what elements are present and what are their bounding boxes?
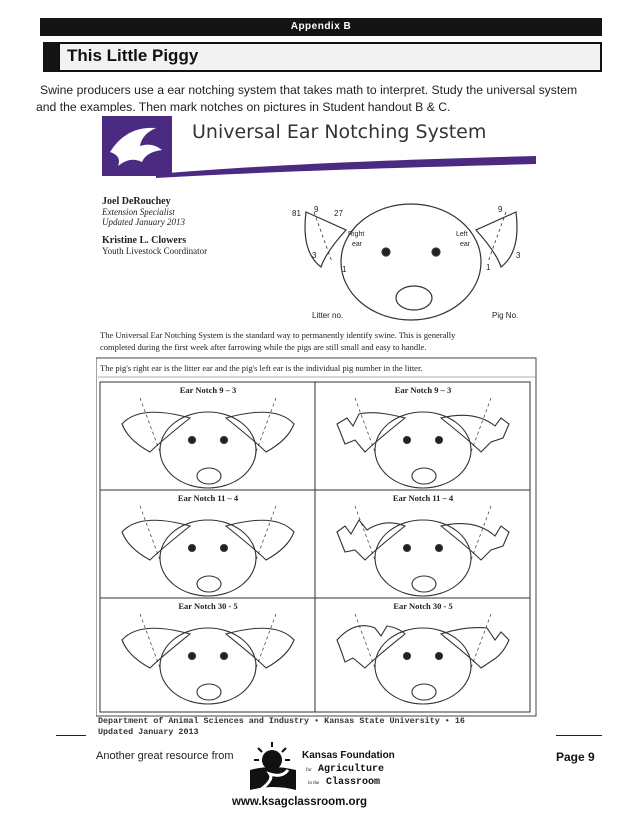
pig-panel [122,385,294,488]
pig-no-label: Pig No. [492,311,519,320]
appendix-banner: Appendix B [40,18,602,36]
figure-note: The pig's right ear is the litter ear and the pig's left ear is the individual pig number in the litter. [100,363,423,373]
diag-81: 81 [292,209,301,218]
ear-notching-figure [96,112,546,740]
diag-1b: 1 [486,263,491,272]
diag-9a: 9 [314,205,319,214]
intro-paragraph [36,82,606,116]
right-ear-label-1: Right [348,231,365,238]
pig-panel [337,385,509,488]
pig-panel [337,493,509,596]
logo-in-the: in the [308,781,320,786]
panel-label: Ear Notch 11 – 4 [177,493,239,503]
intro-line-1: Swine producers use a ear notching system that takes math to interpret. Study the universal system [40,83,578,97]
page-title: This Little Piggy [67,46,199,65]
author-1-updated: Updated January 2013 [102,217,185,227]
ksag-logo [244,740,444,796]
diag-3a: 3 [312,251,317,260]
footer-resource-text: Another great resource from [96,750,234,762]
diag-9b: 9 [498,205,503,214]
credit-line-2: Updated January 2013 [98,727,199,737]
figure-para-2: completed during the first week after farrowing while the pigs are still small and easy to handle. [100,342,427,352]
footer-url-link[interactable]: www.ksagclassroom.org [232,796,368,808]
pig-panel [122,493,294,596]
panel-label: Ear Notch 11 – 4 [392,493,454,503]
diag-3b: 3 [516,251,521,260]
diag-27: 27 [334,209,343,218]
panel-label: Ear Notch 30 - 5 [393,601,453,611]
intro-line-2: and the examples. Then mark notches on pictures in Student handout B & C. [36,100,451,114]
panel-label: Ear Notch 30 - 5 [178,601,238,611]
footer-rule-left [56,735,86,736]
credit-line-1: Department of Animal Sciences and Industry • Kansas State University • 16 [98,716,465,726]
diag-1a: 1 [342,265,347,274]
author-2-role: Youth Livestock Coordinator [102,246,208,256]
sun-road-logo [250,742,296,790]
right-ear-label-2: ear [352,241,363,248]
left-ear-label-2: ear [460,241,471,248]
author-1-name: Joel DeRouchey [102,196,171,207]
panel-label: Ear Notch 9 – 3 [179,385,237,395]
universal-pig-diagram [305,204,517,320]
page-number: Page 9 [556,750,595,764]
author-2-name: Kristine L. Clowers [102,235,187,246]
section-title-box [58,42,602,72]
logo-for: for [306,768,312,773]
panel-label: Ear Notch 9 – 3 [394,385,452,395]
title-accent [43,42,58,72]
pig-panel [122,601,294,704]
author-1-role: Extension Specialist [102,207,175,217]
pig-panel [337,601,509,704]
logo-org-line-3: Classroom [326,777,381,788]
left-ear-label-1: Left [456,231,468,238]
litter-no-label: Litter no. [312,311,344,320]
logo-org-line-1: Kansas Foundation [302,750,395,761]
figure-heading: Universal Ear Notching System [192,121,487,143]
footer-rule-right [556,735,602,736]
figure-para-1: The Universal Ear Notching System is the standard way to permanently identify swine. This is generally [100,330,456,340]
logo-org-line-2: Agriculture [318,764,385,775]
